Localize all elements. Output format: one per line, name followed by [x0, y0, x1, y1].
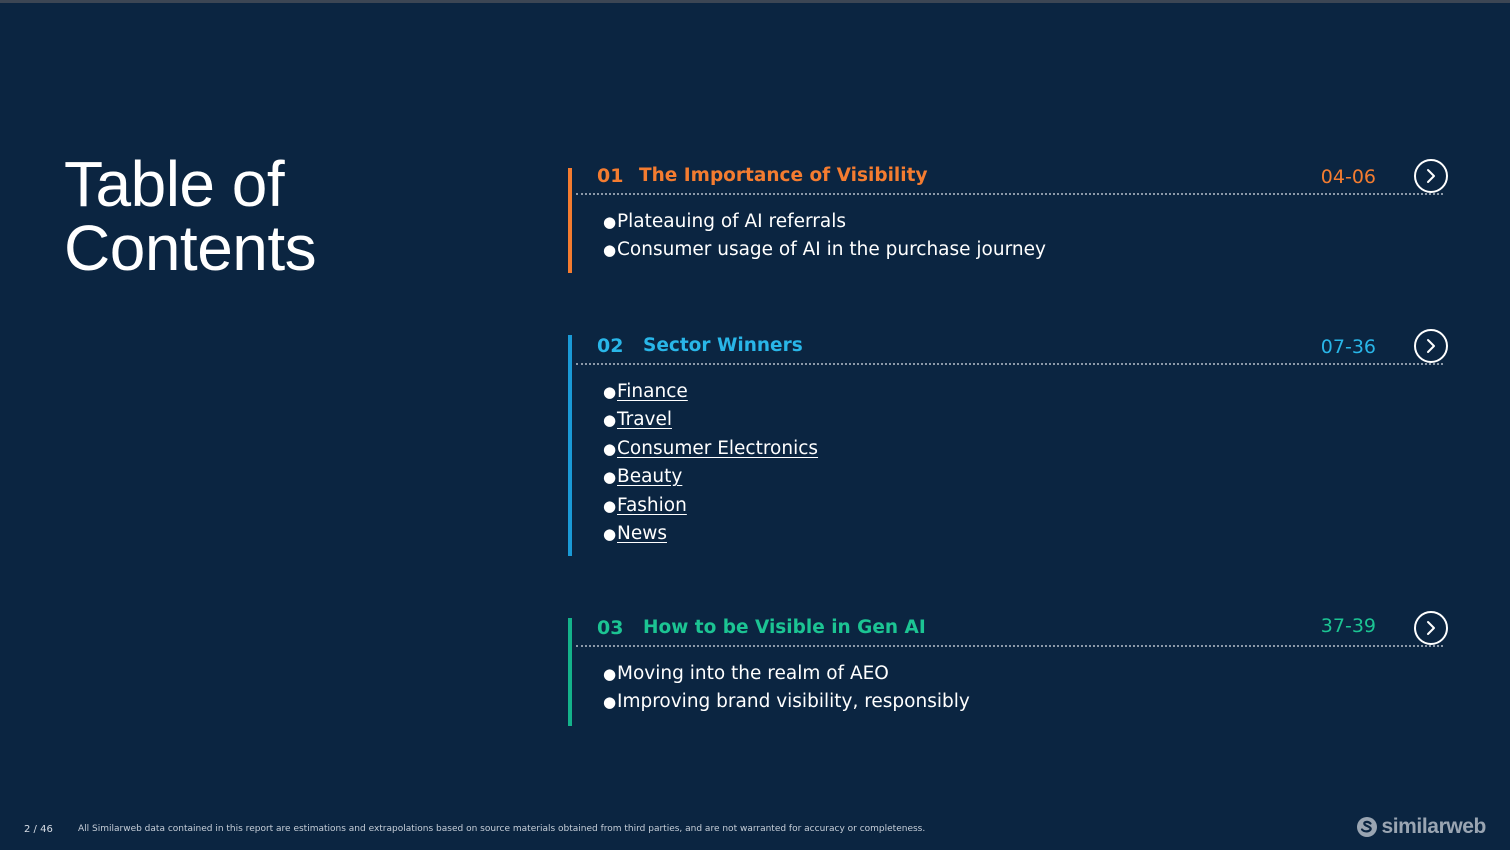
page-title: Table of Contents — [64, 148, 317, 284]
bullet-icon: ● — [603, 411, 617, 430]
item-text: Moving into the realm of AEO — [617, 663, 889, 684]
section-item-list — [603, 660, 970, 717]
page-indicator: 2 / 46 — [24, 824, 53, 835]
section-number: 03 — [597, 617, 624, 639]
section-item-list — [603, 208, 1046, 265]
section-number: 02 — [597, 335, 624, 357]
item-text: Plateauing of AI referrals — [617, 211, 847, 232]
list-item — [603, 236, 1046, 264]
section-accent-bar — [568, 335, 572, 556]
section-header — [597, 330, 1448, 362]
list-item — [603, 688, 970, 716]
section-item-list — [603, 378, 818, 548]
bullet-icon: ● — [603, 213, 617, 231]
section-title: How to be Visible in Gen AI — [643, 617, 926, 638]
item-text: Consumer usage of AI in the purchase journey — [617, 239, 1046, 261]
sector-link-fashion[interactable]: Fashion — [617, 494, 687, 516]
section-title: Sector Winners — [643, 335, 803, 356]
section-page-range: 07-36 — [1320, 336, 1376, 358]
item-text: Improving brand visibility, responsibly — [617, 691, 970, 713]
chevron-right-circle-icon[interactable] — [1414, 611, 1448, 645]
section-page-range: 37-39 — [1320, 615, 1376, 637]
list-item — [603, 463, 818, 491]
list-item — [603, 520, 818, 548]
section-number: 01 — [597, 165, 624, 187]
section-accent-bar — [568, 618, 572, 726]
bullet-icon: ● — [603, 693, 617, 712]
footer-disclaimer: All Similarweb data contained in this report are estimations and extrapolations based on source materials obtained from third parties, and are not warranted for accuracy or completeness. — [78, 824, 926, 834]
bullet-icon: ● — [603, 383, 617, 401]
section-divider — [576, 363, 1443, 365]
section-page-range: 04-06 — [1320, 166, 1376, 188]
sector-link-beauty[interactable]: Beauty — [617, 466, 683, 488]
list-item — [603, 435, 818, 463]
bullet-icon: ● — [603, 439, 617, 458]
bullet-icon: ● — [603, 468, 617, 487]
chevron-right-circle-icon[interactable] — [1414, 329, 1448, 363]
similarweb-logo-icon — [1356, 816, 1378, 838]
section-divider — [576, 645, 1443, 647]
chevron-right-circle-icon[interactable] — [1414, 159, 1448, 193]
sector-link-news[interactable]: News — [617, 522, 667, 544]
section-title: The Importance of Visibility — [639, 165, 928, 186]
bullet-icon: ● — [603, 241, 617, 260]
bullet-icon: ● — [603, 524, 617, 543]
top-divider — [0, 0, 1510, 3]
section-header — [597, 612, 1448, 644]
list-item — [603, 660, 970, 688]
bullet-icon: ● — [603, 665, 617, 683]
list-item — [603, 208, 1046, 236]
list-item — [603, 406, 818, 434]
sector-link-consumer-electronics[interactable]: Consumer Electronics — [617, 437, 819, 459]
section-accent-bar — [568, 168, 572, 273]
list-item — [603, 378, 818, 406]
brand-logo — [1356, 815, 1486, 839]
section-divider — [576, 193, 1443, 195]
list-item — [603, 492, 818, 520]
sector-link-travel[interactable]: Travel — [617, 409, 672, 431]
brand-wordmark: similarweb — [1381, 815, 1486, 838]
section-header — [597, 160, 1448, 192]
bullet-icon: ● — [603, 496, 617, 515]
sector-link-finance[interactable]: Finance — [617, 381, 688, 402]
